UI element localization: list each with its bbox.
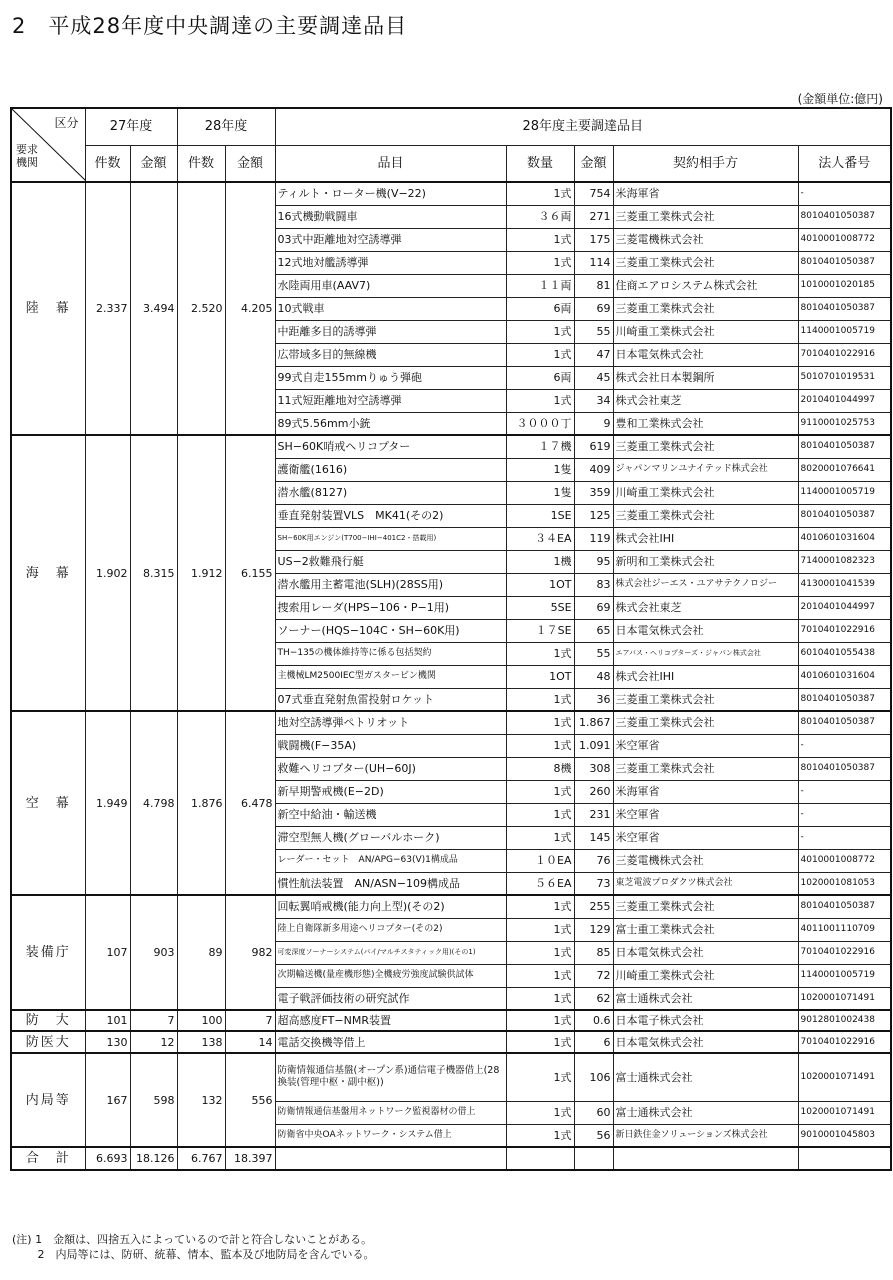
empty-cell — [506, 1147, 574, 1170]
header-count-27: 件数 — [85, 145, 130, 182]
quantity: １０EA — [506, 849, 574, 872]
corp-number: 1020001071491 — [798, 1101, 891, 1124]
org-name: 防 大 — [11, 1010, 85, 1031]
item-name: ソーナー(HQS−104C・SH−60K用) — [275, 619, 506, 642]
item-name: SH−60K用エンジン(T700−IHI−401C2・搭載用) — [275, 527, 506, 550]
contractor: 川崎重工業株式会社 — [613, 964, 798, 987]
quantity: ３６両 — [506, 205, 574, 228]
quantity: ５６EA — [506, 872, 574, 895]
org-name: 海 幕 — [11, 435, 85, 711]
count-27: 2.337 — [85, 182, 130, 435]
quantity: 1式 — [506, 1124, 574, 1147]
quantity: 1式 — [506, 918, 574, 941]
quantity: 1式 — [506, 320, 574, 343]
amount: 114 — [574, 251, 613, 274]
header-quantity: 数量 — [506, 145, 574, 182]
amount: 0.6 — [574, 1010, 613, 1031]
item-name: 救難ヘリコプター(UH−60J) — [275, 757, 506, 780]
contractor: 三菱重工業株式会社 — [613, 251, 798, 274]
table-row — [11, 1010, 891, 1031]
contractor: 川崎重工業株式会社 — [613, 320, 798, 343]
empty-cell — [275, 1147, 506, 1170]
contractor: 株式会社IHI — [613, 527, 798, 550]
amount: 308 — [574, 757, 613, 780]
amount-27: 903 — [130, 895, 177, 1010]
quantity: 1式 — [506, 1031, 574, 1053]
item-name: 護衛艦(1616) — [275, 458, 506, 481]
amount-27: 8.315 — [130, 435, 177, 711]
footnotes — [12, 1232, 375, 1262]
contractor: 株式会社日本製鋼所 — [613, 366, 798, 389]
item-name: 03式中距離地対空誘導弾 — [275, 228, 506, 251]
amount: 95 — [574, 550, 613, 573]
header-fy28-items: 28年度主要調達品目 — [275, 108, 891, 145]
count-28: 138 — [177, 1031, 225, 1053]
org-name: 装備庁 — [11, 895, 85, 1010]
count-28: 89 — [177, 895, 225, 1010]
contractor: 富士通株式会社 — [613, 987, 798, 1010]
corp-number: 2010401044997 — [798, 389, 891, 412]
table-row — [11, 1031, 891, 1053]
amount: 409 — [574, 458, 613, 481]
total-amount-27: 18.126 — [130, 1147, 177, 1170]
corp-number: - — [798, 780, 891, 803]
amount: 69 — [574, 297, 613, 320]
item-name: 07式垂直発射魚雷投射ロケット — [275, 688, 506, 711]
amount: 60 — [574, 1101, 613, 1124]
amount: 69 — [574, 596, 613, 619]
corp-number: 4130001041539 — [798, 573, 891, 596]
empty-cell — [574, 1147, 613, 1170]
amount: 47 — [574, 343, 613, 366]
amount: 73 — [574, 872, 613, 895]
corp-number: 8010401050387 — [798, 205, 891, 228]
contractor: 三菱重工業株式会社 — [613, 895, 798, 918]
amount-28: 556 — [225, 1053, 275, 1147]
corp-number: 4010601031604 — [798, 527, 891, 550]
amount: 62 — [574, 987, 613, 1010]
corp-number: 8010401050387 — [798, 711, 891, 734]
quantity: 1式 — [506, 1010, 574, 1031]
table-row — [11, 711, 891, 734]
contractor: 東芝電波プロダクツ株式会社 — [613, 872, 798, 895]
contractor: 株式会社東芝 — [613, 596, 798, 619]
corp-number: 4010001008772 — [798, 228, 891, 251]
contractor: 株式会社IHI — [613, 665, 798, 688]
contractor: 株式会社東芝 — [613, 389, 798, 412]
amount-27: 598 — [130, 1053, 177, 1147]
amount-28: 6.478 — [225, 711, 275, 895]
empty-cell — [798, 1147, 891, 1170]
count-28: 132 — [177, 1053, 225, 1147]
item-name: 防衛情報通信基盤用ネットワーク監視器材の借上 — [275, 1101, 506, 1124]
item-name: 16式機動戦闘車 — [275, 205, 506, 228]
amount: 55 — [574, 320, 613, 343]
corp-number: 2010401044997 — [798, 596, 891, 619]
quantity: 1式 — [506, 711, 574, 734]
item-name: 広帯域多目的無線機 — [275, 343, 506, 366]
quantity: 1OT — [506, 665, 574, 688]
corp-number: 6010401055438 — [798, 642, 891, 665]
item-name: 89式5.56mm小銃 — [275, 412, 506, 435]
header-contractor: 契約相手方 — [613, 145, 798, 182]
item-name: 可変深度ソーナーシステム(バイ/マルチスタティック用)(その1) — [275, 941, 506, 964]
corp-number: 1010001020185 — [798, 274, 891, 297]
count-27: 101 — [85, 1010, 130, 1031]
count-27: 167 — [85, 1053, 130, 1147]
header-amount-27: 金額 — [130, 145, 177, 182]
quantity: 1式 — [506, 964, 574, 987]
contractor: 株式会社ジーエス・ユアサテクノロジー — [613, 573, 798, 596]
quantity: 5SE — [506, 596, 574, 619]
corp-number: - — [798, 734, 891, 757]
corp-number: 7010401022916 — [798, 619, 891, 642]
item-name: 慣性航法装置 AN/ASN−109構成品 — [275, 872, 506, 895]
amount: 6 — [574, 1031, 613, 1053]
amount: 145 — [574, 826, 613, 849]
item-name: 中距離多目的誘導弾 — [275, 320, 506, 343]
quantity: 1機 — [506, 550, 574, 573]
amount: 55 — [574, 642, 613, 665]
amount: 125 — [574, 504, 613, 527]
quantity: 1式 — [506, 251, 574, 274]
amount: 129 — [574, 918, 613, 941]
corp-number: 1140001005719 — [798, 320, 891, 343]
contractor: 三菱重工業株式会社 — [613, 757, 798, 780]
count-28: 2.520 — [177, 182, 225, 435]
quantity: １１両 — [506, 274, 574, 297]
contractor: 米空軍省 — [613, 734, 798, 757]
corp-number: 8020001076641 — [798, 458, 891, 481]
contractor: 三菱重工業株式会社 — [613, 504, 798, 527]
header-count-28: 件数 — [177, 145, 225, 182]
corp-number: 8010401050387 — [798, 688, 891, 711]
quantity: 8機 — [506, 757, 574, 780]
quantity: ３０００丁 — [506, 412, 574, 435]
quantity: 1式 — [506, 987, 574, 1010]
org-name: 内局等 — [11, 1053, 85, 1147]
contractor: 三菱電機株式会社 — [613, 228, 798, 251]
empty-cell — [613, 1147, 798, 1170]
total-count-28: 6.767 — [177, 1147, 225, 1170]
quantity: 1式 — [506, 1053, 574, 1101]
total-amount-28: 18.397 — [225, 1147, 275, 1170]
amount: 359 — [574, 481, 613, 504]
amount: 72 — [574, 964, 613, 987]
footnote-2: 2 内局等には、防研、統幕、情本、監本及び地防局を含んでいる。 — [12, 1248, 375, 1261]
corp-number: 8010401050387 — [798, 297, 891, 320]
header-amount-28: 金額 — [225, 145, 275, 182]
procurement-table — [10, 107, 892, 1171]
header-item: 品目 — [275, 145, 506, 182]
corp-number: 1020001071491 — [798, 1053, 891, 1101]
item-name: 12式地対艦誘導弾 — [275, 251, 506, 274]
table-row — [11, 435, 891, 458]
item-name: 潜水艦(8127) — [275, 481, 506, 504]
quantity: 1OT — [506, 573, 574, 596]
amount: 260 — [574, 780, 613, 803]
item-name: 防衛省中央OAネットワーク・システム借上 — [275, 1124, 506, 1147]
corp-number: 7140001082323 — [798, 550, 891, 573]
corp-number: 9012801002438 — [798, 1010, 891, 1031]
item-name: 防衛情報通信基盤(オープン系)通信電子機器借上(28換装(管理中枢・副中枢)) — [275, 1053, 506, 1101]
amount: 175 — [574, 228, 613, 251]
contractor: 米空軍省 — [613, 803, 798, 826]
quantity: 1SE — [506, 504, 574, 527]
corp-number: - — [798, 182, 891, 205]
item-name: レーダー・セット AN/APG−63(V)1構成品 — [275, 849, 506, 872]
total-row — [11, 1147, 891, 1170]
corp-number: 9110001025753 — [798, 412, 891, 435]
quantity: 1式 — [506, 228, 574, 251]
contractor: 日本電気株式会社 — [613, 941, 798, 964]
corp-number: 1020001081053 — [798, 872, 891, 895]
contractor: 三菱電機株式会社 — [613, 849, 798, 872]
quantity: 1式 — [506, 1101, 574, 1124]
item-name: 潜水艦用主蓄電池(SLH)(28SS用) — [275, 573, 506, 596]
count-27: 1.949 — [85, 711, 130, 895]
header-requester: 要求 機関 — [16, 143, 38, 169]
header-corp-no: 法人番号 — [798, 145, 891, 182]
count-28: 1.876 — [177, 711, 225, 895]
corp-number: 1020001071491 — [798, 987, 891, 1010]
corp-number: - — [798, 803, 891, 826]
table-row — [11, 182, 891, 205]
amount-28: 14 — [225, 1031, 275, 1053]
amount: 271 — [574, 205, 613, 228]
quantity: 6両 — [506, 366, 574, 389]
amount-28: 7 — [225, 1010, 275, 1031]
quantity: ３４EA — [506, 527, 574, 550]
count-27: 130 — [85, 1031, 130, 1053]
corp-number: 8010401050387 — [798, 251, 891, 274]
amount-28: 6.155 — [225, 435, 275, 711]
amount: 48 — [574, 665, 613, 688]
header-diagonal-cell — [11, 108, 85, 182]
quantity: 1式 — [506, 389, 574, 412]
header-kubun: 区分 — [54, 116, 79, 130]
item-name: 捜索用レーダ(HPS−106・P−1用) — [275, 596, 506, 619]
item-name: 次期輸送機(量産機形態)全機疲労強度試験供試体 — [275, 964, 506, 987]
quantity: 1式 — [506, 826, 574, 849]
contractor: 三菱重工業株式会社 — [613, 711, 798, 734]
item-name: 地対空誘導弾ペトリオット — [275, 711, 506, 734]
amount: 754 — [574, 182, 613, 205]
amount-28: 982 — [225, 895, 275, 1010]
item-name: 戦闘機(F−35A) — [275, 734, 506, 757]
item-name: 主機械LM2500IEC型ガスタービン機関 — [275, 665, 506, 688]
amount: 255 — [574, 895, 613, 918]
contractor: 富士通株式会社 — [613, 1053, 798, 1101]
contractor: 日本電気株式会社 — [613, 343, 798, 366]
item-name: 新空中給油・輸送機 — [275, 803, 506, 826]
corp-number: 8010401050387 — [798, 895, 891, 918]
item-name: 滞空型無人機(グローバルホーク) — [275, 826, 506, 849]
amount: 119 — [574, 527, 613, 550]
corp-number: - — [798, 826, 891, 849]
corp-number: 4010601031604 — [798, 665, 891, 688]
org-name: 陸 幕 — [11, 182, 85, 435]
amount: 81 — [574, 274, 613, 297]
amount: 9 — [574, 412, 613, 435]
contractor: 米海軍省 — [613, 780, 798, 803]
quantity: 1式 — [506, 734, 574, 757]
contractor: 新明和工業株式会社 — [613, 550, 798, 573]
item-name: 電子戦評価技術の研究試作 — [275, 987, 506, 1010]
quantity: 1式 — [506, 642, 574, 665]
amount-27: 3.494 — [130, 182, 177, 435]
item-name: 超高感度FT−NMR装置 — [275, 1010, 506, 1031]
total-label: 合 計 — [11, 1147, 85, 1170]
quantity: 1式 — [506, 803, 574, 826]
footnote-1: (注) 1 金額は、四捨五入によっているので計と符合しないことがある。 — [12, 1233, 373, 1246]
quantity: 1式 — [506, 780, 574, 803]
corp-number: 8010401050387 — [798, 435, 891, 458]
corp-number: 8010401050387 — [798, 757, 891, 780]
total-count-27: 6.693 — [85, 1147, 130, 1170]
contractor: 三菱重工業株式会社 — [613, 205, 798, 228]
table-row — [11, 1053, 891, 1101]
amount: 83 — [574, 573, 613, 596]
corp-number: 9010001045803 — [798, 1124, 891, 1147]
quantity: 1式 — [506, 343, 574, 366]
amount: 36 — [574, 688, 613, 711]
amount: 45 — [574, 366, 613, 389]
item-name: 新早期警戒機(E−2D) — [275, 780, 506, 803]
amount: 34 — [574, 389, 613, 412]
item-name: ティルト・ローター機(V−22) — [275, 182, 506, 205]
contractor: 三菱重工業株式会社 — [613, 297, 798, 320]
corp-number: 7010401022916 — [798, 1031, 891, 1053]
quantity: １７機 — [506, 435, 574, 458]
item-name: 99式自走155mmりゅう弾砲 — [275, 366, 506, 389]
item-name: 11式短距離地対空誘導弾 — [275, 389, 506, 412]
amount: 65 — [574, 619, 613, 642]
quantity: 1式 — [506, 941, 574, 964]
quantity: １７SE — [506, 619, 574, 642]
org-name: 空 幕 — [11, 711, 85, 895]
corp-number: 7010401022916 — [798, 941, 891, 964]
count-28: 1.912 — [177, 435, 225, 711]
contractor: 富士重工業株式会社 — [613, 918, 798, 941]
contractor: ジャパンマリンユナイテッド株式会社 — [613, 458, 798, 481]
table-row — [11, 895, 891, 918]
contractor: 住商エアロシステム株式会社 — [613, 274, 798, 297]
corp-number: 8010401050387 — [798, 504, 891, 527]
contractor: 日本電気株式会社 — [613, 1031, 798, 1053]
quantity: 1隻 — [506, 458, 574, 481]
item-name: TH−135の機体維持等に係る包括契約 — [275, 642, 506, 665]
count-27: 1.902 — [85, 435, 130, 711]
quantity: 1式 — [506, 895, 574, 918]
quantity: 6両 — [506, 297, 574, 320]
corp-number: 1140001005719 — [798, 964, 891, 987]
corp-number: 4011001110709 — [798, 918, 891, 941]
quantity: 1隻 — [506, 481, 574, 504]
contractor: 新日鉄住金ソリューションズ株式会社 — [613, 1124, 798, 1147]
corp-number: 5010701019531 — [798, 366, 891, 389]
item-name: SH−60K哨戒ヘリコプター — [275, 435, 506, 458]
count-28: 100 — [177, 1010, 225, 1031]
unit-note: (金額単位:億円) — [797, 92, 883, 106]
amount: 1.867 — [574, 711, 613, 734]
item-name: 10式戦車 — [275, 297, 506, 320]
contractor: 三菱重工業株式会社 — [613, 435, 798, 458]
amount: 1.091 — [574, 734, 613, 757]
item-name: 水陸両用車(AAV7) — [275, 274, 506, 297]
item-name: 陸上自衛隊新多用途ヘリコプター(その2) — [275, 918, 506, 941]
contractor: エアバス・ヘリコプターズ・ジャパン株式会社 — [613, 642, 798, 665]
header-fy28: 28年度 — [177, 108, 275, 145]
contractor: 豊和工業株式会社 — [613, 412, 798, 435]
amount-27: 7 — [130, 1010, 177, 1031]
contractor: 米海軍省 — [613, 182, 798, 205]
item-name: 回転翼哨戒機(能力向上型)(その2) — [275, 895, 506, 918]
count-27: 107 — [85, 895, 130, 1010]
quantity: 1式 — [506, 688, 574, 711]
contractor: 日本電子株式会社 — [613, 1010, 798, 1031]
amount-27: 12 — [130, 1031, 177, 1053]
corp-number: 4010001008772 — [798, 849, 891, 872]
item-name: 電話交換機等借上 — [275, 1031, 506, 1053]
amount: 619 — [574, 435, 613, 458]
amount: 56 — [574, 1124, 613, 1147]
amount-27: 4.798 — [130, 711, 177, 895]
amount: 106 — [574, 1053, 613, 1101]
quantity: 1式 — [506, 182, 574, 205]
contractor: 三菱重工業株式会社 — [613, 688, 798, 711]
contractor: 川崎重工業株式会社 — [613, 481, 798, 504]
page-title: 2 平成28年度中央調達の主要調達品目 — [12, 14, 408, 38]
amount: 231 — [574, 803, 613, 826]
header-amount: 金額 — [574, 145, 613, 182]
item-name: US−2救難飛行艇 — [275, 550, 506, 573]
corp-number: 1140001005719 — [798, 481, 891, 504]
contractor: 日本電気株式会社 — [613, 619, 798, 642]
contractor: 富士通株式会社 — [613, 1101, 798, 1124]
item-name: 垂直発射装置VLS MK41(その2) — [275, 504, 506, 527]
amount-28: 4.205 — [225, 182, 275, 435]
corp-number: 7010401022916 — [798, 343, 891, 366]
amount: 85 — [574, 941, 613, 964]
header-fy27: 27年度 — [85, 108, 177, 145]
amount: 76 — [574, 849, 613, 872]
contractor: 米空軍省 — [613, 826, 798, 849]
org-name: 防医大 — [11, 1031, 85, 1053]
